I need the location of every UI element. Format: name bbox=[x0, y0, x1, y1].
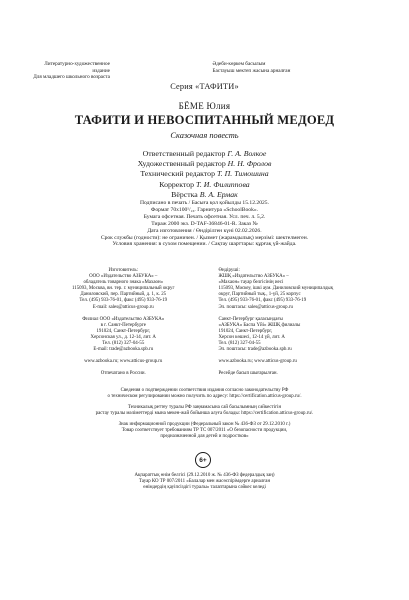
credit-line: Вёрстка В. А. Ермак bbox=[171, 189, 238, 199]
cert-line: Ақпараттық өнім белгісі (29.12.2010 ж. № 436-ФЗ федералдық заң) bbox=[134, 473, 275, 478]
cert-line: Товар соответствует требованиям ТР ТС 007/2011 «О безопасности продукции, bbox=[121, 428, 288, 434]
age-rating-badge: 6+ bbox=[195, 452, 211, 468]
edition-line: Бастауыш мектеп жасына арналған bbox=[212, 67, 291, 74]
edition-line: Литературно-художественное издание bbox=[44, 61, 110, 74]
address-line: 115093, Москва, вн. тер. г. муниципальный округ bbox=[71, 286, 175, 292]
printed-in: Отпечатано в России. bbox=[100, 371, 146, 377]
address-line: E-mail: sales@atticus-group.ru bbox=[92, 304, 154, 310]
credit-line: Ответственный редактор Г. А. Волкое bbox=[142, 149, 267, 158]
certification-ru bbox=[0, 388, 409, 400]
publisher-address-ru bbox=[48, 268, 207, 377]
print-line: Срок службы (годности): не ограничен. / Қызмет (жарамдылық) мерзімі: шектелмеген. bbox=[100, 234, 309, 241]
address-line: Филиал ООО «Издательство АЗБУКА» bbox=[82, 316, 165, 322]
address-line: Эл. поштасы: trade@azbooka.spb.ru bbox=[218, 347, 292, 353]
address-line: обладатель товарного знака «Махаон» bbox=[83, 280, 164, 286]
address-line: 191024, Санкт-Петербург, bbox=[218, 328, 273, 334]
credit-line: Корректор Т. И. Филиппова bbox=[159, 179, 250, 189]
print-line: Условия хранения: в сухом помещении. / Сақтау шарттары: құрғақ үй-жайда. bbox=[112, 241, 297, 248]
address-line: Эл. поштасы: sales@atticus-group.ru bbox=[218, 304, 293, 310]
address-line: 191024, Санкт-Петербург, bbox=[96, 328, 151, 334]
print-line: Тираж 2000 экз. D-TAF-36846-01-R. Заказ № bbox=[151, 220, 258, 227]
address-line: Өндіруші: bbox=[218, 268, 240, 273]
print-details bbox=[0, 200, 409, 248]
address-line: Тел. (495) 933-76-01, факс (495) 933-76-19 bbox=[79, 298, 168, 304]
info-product-mark-kz bbox=[0, 473, 409, 491]
address-line: E-mail: trade@azbooka.spb.ru bbox=[93, 347, 154, 353]
address-line: Херсон көшесі, 12-14 үй, лит. А bbox=[218, 334, 285, 340]
address-line: Даниловский, пер. Партийный, д. 1, к. 25 bbox=[80, 292, 167, 298]
cert-line: Знак информационной продукции (Федеральный закон № 436-ФЗ от 29.12.2010 г.) bbox=[118, 422, 291, 427]
cert-line: Техникалық реттеу туралы РФ заңнамасына сай басылымның сәйкестігін bbox=[127, 405, 282, 410]
cert-line: растау туралы мәліметтерді мына мекен-жай бойынша алуға болады: https://certification.atticus-group.ru/. bbox=[95, 411, 314, 417]
website-line: www.azbooka.ru; www.atticus-group.ru bbox=[84, 359, 163, 365]
cert-line: Сведения о подтверждении соответствия издания согласно законодательству РФ bbox=[120, 388, 289, 393]
cert-line: Тауар КО ТР 007/2011 «Балалар мен жасөспірімдерге арналған bbox=[138, 479, 271, 485]
cert-line: предназначенной для детей и подростков» bbox=[160, 434, 249, 440]
address-line: Тел. (812) 327-04-55 bbox=[102, 341, 145, 347]
cert-line: өнімдердің қауіпсіздігі туралы» талаптарына сәйкес келеді bbox=[143, 485, 266, 491]
address-line: Санкт-Петербург қаласындағы bbox=[218, 316, 283, 322]
cert-line: о техническом регулировании можно получить по адресу: https://certification.atticus-group.ru/. bbox=[107, 394, 302, 400]
edition-line: Для младшего школьного возраста bbox=[33, 74, 110, 81]
address-line: Херсонская ул., д. 12-14, лит. А bbox=[90, 334, 156, 340]
book-title: ТАФИТИ И НЕВОСПИТАННЫЙ МЕДОЕД bbox=[74, 113, 335, 127]
publisher-addresses bbox=[48, 268, 369, 377]
address-line: округ, Партийный тық., 1-үй, 25 корпус bbox=[218, 292, 301, 298]
credits-block bbox=[0, 149, 409, 200]
edition-type bbox=[30, 61, 379, 81]
address-line: Тел. (812) 327-04-55 bbox=[218, 341, 261, 347]
print-line: Бумага офсетная. Печать офсетная. Усл. печ. л. 5,2. bbox=[143, 213, 266, 220]
print-line: Формат 70x100¹/₁₆. Гарнитура «SchoolBook». bbox=[150, 206, 259, 213]
edition-line: Әдеби-көркем басылым bbox=[212, 61, 266, 67]
address-line: «Махаон» тауар белгісінің иесі bbox=[218, 280, 284, 286]
address-line: ООО «Издательство АЗБУКА» – bbox=[89, 274, 158, 280]
address-line: ЖШҚ «Издательство АЗБУКА» – bbox=[218, 274, 289, 280]
edition-type-ru bbox=[30, 61, 205, 81]
address-line: «АЗБУКА» Баспа Үйі» ЖШҚ филиалы bbox=[218, 322, 301, 328]
website-line: www.azbooka.ru; www.atticus-group.ru bbox=[218, 359, 297, 365]
address-line: 115093, Мәскеу, ішкі аум. Даниловский муниципалдық bbox=[218, 286, 334, 292]
edition-type-kz bbox=[205, 61, 380, 81]
address-line: Тел. (495) 933-76-01, факс (495) 933-76-19 bbox=[218, 298, 307, 304]
series-name: Серия «ТАФИТИ» bbox=[170, 82, 239, 91]
info-product-mark-ru bbox=[0, 422, 409, 440]
print-line: Подписано в печать / Басыға қол қойылды 15.12.2025. bbox=[140, 200, 269, 206]
printed-in: Ресейде басып шығарылған. bbox=[218, 371, 278, 377]
print-line: Дата изготовления / Өндірілген күні 02.02.2026. bbox=[147, 227, 262, 234]
address-line: в г. Санкт-Петербурге bbox=[100, 322, 146, 328]
credit-line: Технический редактор Т. П. Тимошина bbox=[140, 169, 269, 179]
credit-line: Художественный редактор Н. Н. Фролов bbox=[137, 159, 272, 169]
author-name: БЁМЕ Юлия bbox=[178, 101, 231, 111]
book-subtitle: Сказочная повесть bbox=[170, 131, 239, 140]
publisher-address-kz bbox=[207, 268, 370, 377]
certification-kz bbox=[0, 405, 409, 417]
address-line: Изготовитель: bbox=[108, 268, 138, 273]
